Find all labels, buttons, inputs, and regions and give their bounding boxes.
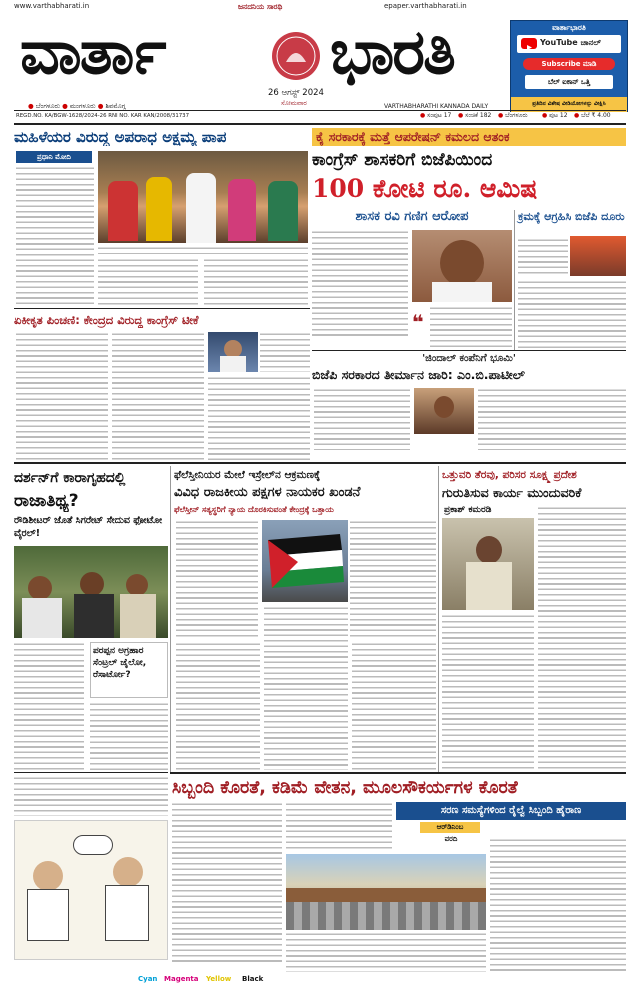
black-label: Black bbox=[242, 975, 264, 983]
railway-headline: ಸಿಬ್ಬಂದಿ ಕೊರತೆ, ಕಡಿಮೆ ವೇತನ, ಮೂಲಸೌಕರ್ಯಗಳ ಕೊರತೆ bbox=[172, 778, 518, 798]
column-divider bbox=[514, 210, 515, 350]
guru-body-col1 bbox=[442, 614, 534, 770]
regd-number: REGD.NO. KA/BGW-1628/2024-26 RNI NO. KAR KAN/2008/31737 bbox=[16, 113, 190, 119]
magenta-label: Magenta bbox=[164, 975, 199, 983]
jindal-body-col1 bbox=[314, 388, 410, 450]
quote-icon: ❝ bbox=[412, 310, 424, 334]
jindal-body-col2 bbox=[478, 388, 626, 450]
railway-tag-report: ವರದಿ bbox=[444, 835, 458, 843]
pension-body-col4 bbox=[208, 376, 310, 460]
operation-headline-2: 100 ಕೋಟಿ ರೂ. ಆಮಿಷ bbox=[312, 174, 538, 203]
palestine-body-col5 bbox=[264, 606, 348, 770]
akkamma-body-col3 bbox=[204, 258, 308, 306]
darshan-body-col2 bbox=[90, 702, 168, 770]
ravi-ganiga-photo bbox=[412, 230, 512, 302]
darshan-body-cont bbox=[14, 776, 168, 816]
youtube-promo[interactable] bbox=[510, 20, 628, 112]
akkamma-caption bbox=[98, 246, 308, 254]
akkamma-body-col1 bbox=[16, 166, 94, 306]
logo-emblem-icon bbox=[272, 32, 320, 80]
flag-icon bbox=[262, 520, 348, 602]
masthead-tagline: ಜನದನಿಯ ಸಾರಥಿ bbox=[238, 2, 283, 11]
promo-subscribe-button[interactable]: Subscribe ಮಾಡಿ bbox=[523, 58, 615, 70]
kramakke-body-col2 bbox=[518, 280, 626, 348]
kramakke-body-col1 bbox=[518, 238, 568, 274]
info-bar bbox=[14, 112, 626, 122]
railway-photo bbox=[286, 854, 486, 930]
palestine-deck: ಫೆಲೆಸ್ತೀನ್ ಸತ್ಯಸ್ಥರಿಗೆ ನ್ಯಾಯ ದೊರಕಿಸುವಂತೆ ಕೇಂದ್ರಕ್ಕೆ ಒತ್ತಾಯ bbox=[174, 505, 334, 514]
cartoon bbox=[14, 820, 168, 960]
info-item: ● ಪುಟ 12 bbox=[542, 112, 568, 119]
palestine-body-col4 bbox=[176, 642, 260, 770]
darshan-headline-1: ದರ್ಶನ್‌ಗೆ ಕಾರಾಗೃಹದಲ್ಲಿ bbox=[14, 470, 126, 486]
cyan-label: Cyan bbox=[138, 975, 158, 983]
operation-deck: ಶಾಸಕ ರವಿ ಗಣಿಗ ಆರೋಪ bbox=[355, 209, 469, 224]
akkamma-photo bbox=[98, 151, 308, 243]
masthead-title-left: ವಾರ್ತಾ bbox=[20, 15, 165, 88]
pension-headline: ಏಕೀಕೃತ ಪಿಂಚಣಿ: ಕೇಂದ್ರದ ವಿರುದ್ಧ ಕಾಂಗ್ರೆಸ್ ಟೀಕೆ bbox=[14, 313, 199, 327]
info-item: ● ಬೆಲೆ ₹ 4.00 bbox=[574, 112, 611, 119]
editions: ● ಬೆಂಗಳೂರು ● ಮಂಗಳೂರು ● ಶಿವಮೊಗ್ಗ bbox=[28, 102, 126, 110]
darshan-photo bbox=[14, 546, 168, 638]
masthead-logo bbox=[272, 32, 320, 80]
jindal-headline: ಬಿಜೆಪಿ ಸರಕಾರದ ತೀರ್ಮಾನ ಜಾರಿ: ಎಂ.ಬಿ.ಪಾಟೀಲ್ bbox=[312, 367, 525, 382]
darshan-headline-2: ರಾಜಾತಿಥ್ಯ? bbox=[14, 491, 79, 511]
guru-headline: ಗುರುತಿಸುವ ಕಾರ್ಯ ಮುಂದುವರಿಕೆ bbox=[442, 485, 582, 500]
railway-body-col2 bbox=[286, 802, 392, 850]
column-divider bbox=[170, 466, 171, 772]
masthead-weekday: ಸೋಮವಾರ bbox=[281, 99, 307, 107]
section-rule bbox=[14, 308, 310, 309]
promo-title: ವಾರ್ತಾಭಾರತಿ bbox=[552, 23, 586, 32]
edition-item: ಬೆಂಗಳೂರು bbox=[35, 102, 61, 110]
youtube-icon bbox=[521, 38, 537, 49]
section-rule bbox=[170, 772, 626, 774]
info-rule bbox=[14, 123, 626, 125]
pension-body-col1 bbox=[16, 332, 108, 460]
website-link[interactable]: www.varthabharati.in bbox=[14, 2, 90, 10]
palestine-body-col3 bbox=[350, 520, 436, 638]
palestine-headline-2: ವಿವಿಧ ರಾಜಕೀಯ ಪಕ್ಷಗಳ ನಾಯಕರ ಖಂಡನೆ bbox=[174, 485, 361, 500]
operation-headline-1: ಕಾಂಗ್ರೆಸ್ ಶಾಸಕರಿಗೆ ಬಿಜೆಪಿಯಿಂದ bbox=[312, 150, 493, 170]
railway-tag: ಆರ್‌ಡಿನಿಂಬ bbox=[420, 822, 480, 833]
epaper-link[interactable]: epaper.varthabharati.in bbox=[384, 2, 467, 10]
guru-kicker: ಒತ್ತುವರಿ ತೆರವು, ಪರಿಸರ ಸೂಕ್ಷ್ಮ ಪ್ರದೇಶ bbox=[442, 469, 577, 481]
masthead-rule bbox=[14, 110, 626, 111]
edition-item: ಮಂಗಳೂರು bbox=[69, 102, 96, 110]
darshan-body-col1 bbox=[14, 642, 84, 770]
section-rule bbox=[14, 462, 626, 464]
palestine-headline-1: ಫೆಲೆಸ್ತೀನಿಯರ ಮೇಲೆ ಇಸ್ರೇಲ್‌ನ ಆಕ್ರಮಣಕ್ಕೆ bbox=[174, 469, 321, 481]
railway-subtitle: ಸರಣ ಸಮಸ್ಯೆಗಳಿಂದ ರೈಲ್ವೆ ಸಿಬ್ಬಂದಿ ಹೈರಾಣ bbox=[396, 802, 626, 820]
section-rule bbox=[312, 350, 626, 351]
operation-body-col1 bbox=[312, 230, 408, 338]
railway-body-col4 bbox=[490, 838, 626, 972]
color-bar bbox=[0, 972, 640, 988]
guru-body-col2 bbox=[538, 506, 626, 770]
akkamma-body-col2 bbox=[98, 258, 198, 306]
section-rule bbox=[14, 772, 168, 773]
operation-quote bbox=[430, 306, 512, 348]
masthead-title-right: ಭಾರತಿ bbox=[330, 15, 454, 88]
yellow-label: Yellow bbox=[206, 975, 232, 983]
operation-kicker: ಕೈ ಸರಕಾರಕ್ಕೆ ಮತ್ತೆ ಆಪರೇಷನ್ ಕಮಲದ ಆತಂಕ bbox=[312, 128, 626, 146]
kramakke-photo bbox=[570, 236, 626, 276]
info-item: ● ಸಂಚಿಕೆ 182 bbox=[458, 112, 492, 119]
edition-item: ಶಿವಮೊಗ್ಗ bbox=[105, 102, 126, 110]
darshan-box-title: ಪರಪ್ಪನ ಅಗ್ರಹಾರ ಸೆಂಟ್ರಲ್ ಜೈಲೋ, ರೆಸಾರ್ಟೋ? bbox=[93, 646, 147, 680]
daily-label: VARTHABHARATHI KANNADA DAILY bbox=[384, 103, 489, 110]
pension-body-col2 bbox=[112, 332, 204, 460]
railway-body-col3 bbox=[286, 932, 486, 972]
palestine-body-col1 bbox=[176, 520, 258, 638]
info-item: ● ಬೆಂಗಳೂರು bbox=[498, 112, 528, 119]
akkamma-headline: ಮಹಿಳೆಯರ ವಿರುದ್ಧ ಅಪರಾಧ ಅಕ್ಷಮ್ಯ ಪಾಪ bbox=[14, 128, 227, 146]
guru-author: ಪ್ರಕಾಶ್ ಕಮರಡಿ bbox=[444, 505, 492, 515]
masthead-date: 26 ಆಗಸ್ಟ್ 2024 bbox=[268, 88, 324, 98]
palestine-body-col6 bbox=[352, 642, 436, 770]
guru-photo bbox=[442, 518, 534, 610]
akkamma-tag: ಪ್ರಧಾನಿ ಮೋದಿ bbox=[16, 151, 92, 163]
darshan-box bbox=[90, 642, 168, 698]
promo-footer: ಪ್ರತಿದಿನ ವಿಶೇಷ ವೀಡಿಯೋಗಳನ್ನು ವೀಕ್ಷಿಸಿ bbox=[511, 97, 627, 112]
jindal-photo bbox=[414, 388, 474, 434]
pension-photo bbox=[208, 332, 258, 372]
promo-channel: YouTube ಚಾನಲ್ bbox=[540, 38, 601, 47]
palestine-flag-photo bbox=[262, 520, 348, 602]
railway-body-col1 bbox=[172, 802, 282, 962]
info-item: ● ಸಂಪುಟ 17 bbox=[420, 112, 452, 119]
pension-body-col3 bbox=[260, 332, 310, 372]
column-divider bbox=[438, 466, 439, 772]
kramakke-headline: ಕ್ರಮಕ್ಕೆ ಆಗ್ರಹಿಸಿ ಬಿಜೆಪಿ ದೂರು bbox=[518, 210, 625, 223]
darshan-deck: ರೌಡಿಶೀಟರ್ ಜೊತೆ ಸಿಗರೇಟ್ ಸೇದುವ ಫೋಟೋ ವೈರಲ್! bbox=[14, 515, 163, 539]
jindal-kicker: 'ಜಿಂದಾಲ್ ಕಂಪೆನಿಗೆ ಭೂಮಿ' bbox=[422, 353, 516, 364]
promo-bell: ಬೆಲ್ ಐಕಾನ್ ಒತ್ತಿ bbox=[525, 75, 613, 89]
